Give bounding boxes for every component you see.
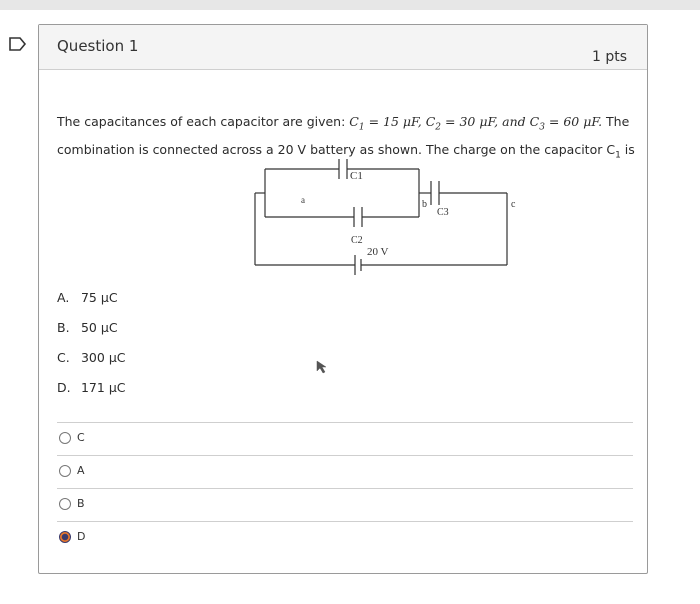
question-intro: The capacitances of each capacitor are given: <box>57 114 350 129</box>
answer-value: 50 μC <box>80 320 118 335</box>
c3-subscript: 3 <box>539 122 545 133</box>
c1-value: = 15 μF, <box>364 114 426 129</box>
answer-item <box>57 343 126 373</box>
option-label[interactable]: D <box>77 530 86 543</box>
answer-options <box>39 422 647 554</box>
c3-value: = 60 μF. <box>544 114 603 129</box>
option-label[interactable]: B <box>77 497 85 510</box>
circuit-diagram <box>209 157 516 277</box>
option-label[interactable]: A <box>77 464 85 477</box>
label-c1: C1 <box>350 170 363 182</box>
answer-letter: B. <box>57 320 70 335</box>
option-a[interactable] <box>57 455 633 488</box>
top-strip <box>0 0 700 10</box>
option-label[interactable]: C <box>77 431 85 444</box>
radio-button[interactable] <box>59 465 71 477</box>
answer-value: 75 μC <box>80 290 118 305</box>
option-c[interactable] <box>57 422 633 455</box>
answer-item <box>57 313 126 343</box>
node-c: c <box>511 199 516 210</box>
radio-button-selected[interactable] <box>59 531 71 543</box>
c1-subscript: 1 <box>358 122 365 133</box>
question-card <box>38 24 648 574</box>
mouse-cursor-icon <box>316 360 328 374</box>
answer-list <box>57 283 126 403</box>
label-c2: C2 <box>351 235 363 246</box>
radio-button[interactable] <box>59 432 71 444</box>
question-body-subscript: 1 <box>615 150 621 160</box>
flag-icon[interactable] <box>8 36 28 52</box>
option-b[interactable] <box>57 488 633 521</box>
c3-symbol: C <box>529 114 540 129</box>
radio-button[interactable] <box>59 498 71 510</box>
c2-symbol: C <box>425 114 436 129</box>
answer-letter: D. <box>57 380 71 395</box>
question-points: 1 pts <box>591 49 627 65</box>
answer-value: 300 μC <box>80 350 126 365</box>
answer-letter: A. <box>57 290 70 305</box>
label-c3: C3 <box>437 207 449 218</box>
answer-value: 171 μC <box>80 380 126 395</box>
node-b: b <box>422 199 427 210</box>
c2-value: = 30 μF, and <box>441 114 530 129</box>
c1-symbol: C <box>349 114 359 129</box>
question-title: Question 1 <box>57 37 139 55</box>
answer-item <box>57 373 126 403</box>
question-body: The combination is connected across a 20 V battery as shown. The charge on the capacitor C <box>57 114 630 157</box>
node-a: a <box>301 195 305 205</box>
c2-subscript: 2 <box>435 122 442 133</box>
question-end: is <box>620 141 635 157</box>
answer-item <box>57 283 126 313</box>
answer-letter: C. <box>57 350 70 365</box>
question-header <box>39 25 647 70</box>
battery-label: 20 V <box>367 246 389 258</box>
option-d[interactable] <box>57 521 633 554</box>
